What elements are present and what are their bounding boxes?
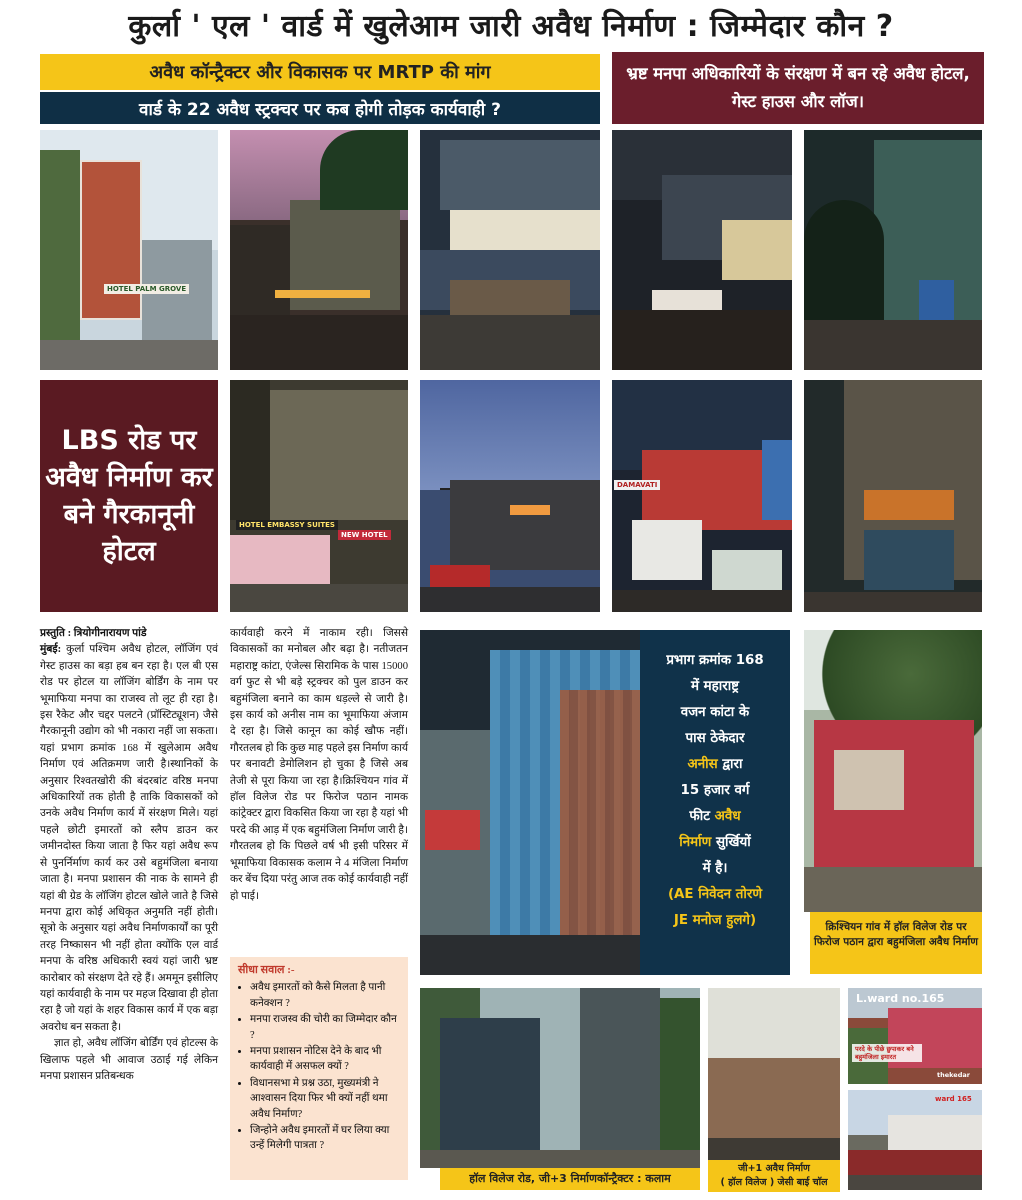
inset-caption: परदे के पीछे छुपाकर बने बहुमंजिला इमारत xyxy=(852,1044,922,1062)
question-item: • मनपा प्रशासन नोटिस देने के बाद भी कार्यवाही में असफल क्यों ? xyxy=(250,1044,400,1075)
question-item: • मनपा राजस्व की चोरी का जिम्मेदार कौन ? xyxy=(250,1012,400,1043)
article-body-2: कार्यवाही करने में नाकाम रही। जिससे विकासकों का मनोबल और बढ़ा है। नतीजतन महाराष्ट्र कांटा, एंजेल्स सिरामिक के पास 15000 वर्ग फुट से भी बड़े स्ट्रक्चर को पुल डाउन कर बहुमंजिला बनाने का काम धड़ल्ले से जारी है। इस कार्य को अनीस नाम का भूमाफिया अंजाम दे रहा है। जिसे कानून का कोई खौफ नहीं। गौरतलब हो कि कुछ माह पहले इस निर्माण कार्य पर बनावटी डेमोलिशन हो चुका है जिसे अब तेजी से पूरा किया जा रहा है।क्रिश्चियन गांव में हॉल विलेज रोड पर फिरोज पठान नामक कांट्रेक्टर द्वारा विकसित किया जा रहा है यहां भी परदे की आड़ में एक बहुमंजिला निर्माण जारी है। गौरतलब हो कि पिछले वर्ष भी इसी परिसर में भूमाफिया विकासक कलाम ने 4 मंजिला निर्माण कर बेंच दिया परंतु आज तक कोई कार्यवाही नहीं हो पाई। xyxy=(230,628,408,902)
photo-night-structures xyxy=(420,130,600,370)
question-item: • अवैध इमारतों को कैसे मिलता है पानी कनेक्शन ? xyxy=(250,980,400,1011)
photo-g1-chawl xyxy=(708,988,840,1160)
caption-line: ( हॉल विलेज ) जेसी बाई चाॅल xyxy=(720,1177,828,1188)
info-line: सुर्खियों xyxy=(716,835,751,850)
photo-red-shed xyxy=(612,380,792,612)
info-line: फीट xyxy=(689,809,710,824)
ward-168-info-box xyxy=(640,630,790,975)
info-line: 15 हजार वर्ग xyxy=(680,783,750,798)
photo-ward-165-bottom xyxy=(848,1090,982,1190)
ward-165-label: L.ward no.165 xyxy=(856,992,945,1005)
caption-g1-construction xyxy=(708,1160,840,1192)
embassy-sign: HOTEL EMBASSY SUITES xyxy=(236,520,338,530)
thekedar-tag: thekedar xyxy=(937,1071,970,1079)
info-highlight: निर्माण xyxy=(679,835,712,850)
page-headline: कुर्ला ' एल ' वार्ड में खुलेआम जारी अवैध निर्माण : जिम्मेदार कौन ? xyxy=(0,0,1022,48)
info-highlight: अनीस xyxy=(687,757,718,772)
questions-title: सीधा सवाल :- xyxy=(238,964,295,976)
info-line: प्रभाग क्रमांक 168 xyxy=(666,653,764,668)
direct-questions-box xyxy=(230,957,408,1180)
article-body-1b: ज्ञात हो, अवैध लॉजिंग बोर्डिंग एवं होटल्स के खिलाफ पहले भी आवाज उठाई गई लेकिन मनपा प्रशासन प्रतिबन्धक xyxy=(40,1038,218,1082)
info-highlight: JE मनोज हुलगे) xyxy=(673,913,757,928)
question-item: • जिन्होने अवैध इमारतों में घर लिया क्या उन्हें मिलेगी पात्रता ? xyxy=(250,1123,400,1154)
photo-hotel-palm-grove xyxy=(40,130,218,370)
info-highlight: अवैध xyxy=(714,809,741,824)
ward-165b-label: ward 165 xyxy=(935,1095,972,1103)
subhead-mrtp-demand: अवैध कॉन्ट्रैक्टर और विकासक पर MRTP की मांग xyxy=(40,54,600,90)
info-line: पास ठेकेदार xyxy=(685,731,745,746)
article-column-2 xyxy=(230,626,408,905)
palm-grove-sign: HOTEL PALM GROVE xyxy=(104,284,189,294)
photo-hotel-embassy xyxy=(230,380,408,612)
photo-night-street-1 xyxy=(230,130,408,370)
info-line: द्वारा xyxy=(722,757,743,772)
info-highlight: (AE निवेदन तोरणे xyxy=(667,887,763,902)
info-line: में महाराष्ट्र xyxy=(690,679,740,694)
caption-christian-village: क्रिश्चियन गांव में हॉल विलेज रोड पर फिरोज पठान द्वारा बहुमंजिला अवैध निर्माण xyxy=(810,912,982,974)
photo-night-market xyxy=(612,130,792,370)
caption-hall-village-road: हॉल विलेज रोड, जी+3 निर्माणकॉन्ट्रैक्टर : कलाम xyxy=(440,1168,700,1190)
subhead-22-structures: वार्ड के 22 अवैध स्ट्रक्चर पर कब होगी तोड़क कार्यवाही ? xyxy=(40,92,600,124)
info-line: वजन कांटा के xyxy=(680,705,750,720)
photo-glass-building-night xyxy=(804,130,982,370)
caption-line: जी+1 अवैध निर्माण xyxy=(738,1163,810,1174)
article-byline: प्रस्तुति : त्रियोगीनारायण पांडे xyxy=(40,628,147,639)
article-dateline: मुंबई: xyxy=(40,644,62,656)
photo-corrugated-structure xyxy=(420,630,640,975)
lbs-road-callout: LBS रोड पर अवैध निर्माण कर बने गैरकानूनी होटल xyxy=(40,380,218,612)
new-hotel-sign: NEW HOTEL xyxy=(338,530,391,540)
subhead-corrupt-officials: भ्रष्ट मनपा अधिकारियों के संरक्षण में बन रहे अवैध होटल, गेस्ट हाउस और लॉज। xyxy=(612,52,984,124)
photo-tree-street-dusk xyxy=(420,380,600,612)
info-line: में है। xyxy=(702,861,728,876)
article-body-1: कुर्ला पश्चिम अवैध होटल, लॉजिंग एवं गेस्ट हाउस का बड़ा हब बन रहा है। एल बी एस रोड पर होटल या लॉजिंग बोर्डिंग के नाम पर भूमाफिया मनपा का राजस्व तो लूट ही रहा है। इस रैकेट और चद्दर पलटने (प्रॉस्टिट्यूशन) जैसे गैरकानूनी उद्योग को भी नकारा नहीं जा सकता। यहां प्रभाग क्रमांक 168 में खुलेआम अवैध निर्माण एवं अतिक्रमण जारी है।स्थानिकों के अनुसार रिश्वतखोरी की बंदरबांट वरिष्ठ मनपा अधिकारियों तक होती है ताकि विकासकों को उनके अवैध निर्माण कार्य में संरक्षण मिले। यहां पहले छोटी इमारतों को स्लैप डाउन कर जमीनदोस्त किया जाता है फिर यहां अवैध रूप से पुनर्निर्माण कार्य कर उसे बहुमंजिला बनाया जाता है। मनपा प्रशासन की नाक के सामने ही यहां बी ग्रेड के लॉजिंग होटल खोले जाते है जिसे मनपा द्वारा कोई अधिकृत अनुमति नहीं होती। सूत्रो के अनुसार यहां अवैध निर्माणकार्यों का पूरी तरह निष्कासन भी नहीं होता क्योंकि एल वार्ड मनपा के वरिष्ठ अधिकारी स्वयं यहां जारी भ्रष्ट कारोबार को संरक्षण देते रहे हैं। अममून इसीलिए यहां कार्यवाही के नाम पर महज दिखावा ही होता रहा है जो यहां के शहर विकास कार्य में एक बड़ा अवरोध बन सकता है। xyxy=(40,644,218,1033)
photo-hall-village-building xyxy=(420,988,700,1168)
damavati-sign: DAMAVATI xyxy=(614,480,660,490)
article-column-1 xyxy=(40,626,218,1085)
photo-christian-village-building xyxy=(804,630,982,912)
photo-tall-building-night xyxy=(804,380,982,612)
question-item: • विधानसभा मे प्रश्न उठा, मुख्यमंत्री ने आश्वासन दिया फिर भी क्यों नहीं थमा अवैध निर्माण? xyxy=(250,1076,400,1122)
